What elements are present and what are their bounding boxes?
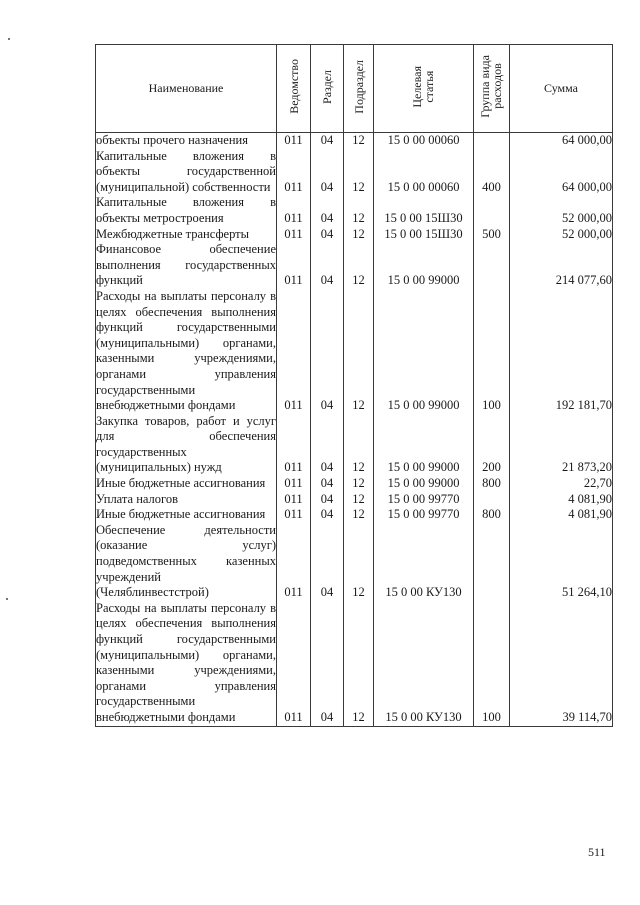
row-expense-group: 100 xyxy=(474,601,510,726)
row-department: 011 xyxy=(277,289,311,414)
table-row xyxy=(96,195,613,226)
page-number: 511 xyxy=(588,845,606,859)
row-target-article: 15 0 00 99000 xyxy=(374,289,474,414)
row-expense-group xyxy=(474,195,510,226)
row-target-article: 15 0 00 00060 xyxy=(374,149,474,196)
budget-table xyxy=(95,44,613,727)
row-expense-group xyxy=(474,242,510,289)
row-section: 04 xyxy=(311,414,344,476)
header-department: Ведомство xyxy=(277,45,311,133)
row-target-article: 15 0 00 15Ш30 xyxy=(374,195,474,226)
row-subsection: 12 xyxy=(344,476,374,492)
table-row xyxy=(96,133,613,149)
table-body xyxy=(96,133,613,727)
row-department: 011 xyxy=(277,414,311,476)
row-department: 011 xyxy=(277,523,311,601)
row-section: 04 xyxy=(311,476,344,492)
row-target-article: 15 0 00 00060 xyxy=(374,133,474,149)
row-section: 04 xyxy=(311,601,344,726)
row-department: 011 xyxy=(277,492,311,508)
row-expense-group xyxy=(474,523,510,601)
row-target-article: 15 0 00 99770 xyxy=(374,492,474,508)
row-target-article: 15 0 00 99000 xyxy=(374,242,474,289)
row-expense-group: 400 xyxy=(474,149,510,196)
row-section: 04 xyxy=(311,133,344,149)
row-target-article: 15 0 00 15Ш30 xyxy=(374,227,474,243)
row-amount: 22,70 xyxy=(510,476,613,492)
row-section: 04 xyxy=(311,492,344,508)
row-amount: 52 000,00 xyxy=(510,227,613,243)
row-name: Закупка товаров, работ и услуг для обеспечения государственных (муниципальных) нужд xyxy=(96,413,276,475)
table-row xyxy=(96,492,613,508)
row-name: Капитальные вложения в объекты государственной (муниципальной) собственности xyxy=(96,148,276,194)
row-department: 011 xyxy=(277,149,311,196)
row-section: 04 xyxy=(311,195,344,226)
row-department: 011 xyxy=(277,507,311,523)
row-department: 011 xyxy=(277,133,311,149)
row-subsection: 12 xyxy=(344,601,374,726)
header-name: Наименование xyxy=(96,45,277,133)
row-target-article: 15 0 00 КУ130 xyxy=(374,523,474,601)
scan-mark xyxy=(6,598,8,600)
row-expense-group: 800 xyxy=(474,507,510,523)
row-department: 011 xyxy=(277,476,311,492)
row-department: 011 xyxy=(277,227,311,243)
row-amount: 51 264,10 xyxy=(510,523,613,601)
table-row xyxy=(96,523,613,601)
row-amount: 64 000,00 xyxy=(510,133,613,149)
row-name: Иные бюджетные ассигнования xyxy=(96,476,277,492)
row-amount: 4 081,90 xyxy=(510,492,613,508)
row-name: объекты прочего назначения xyxy=(96,133,277,149)
row-subsection: 12 xyxy=(344,289,374,414)
header-amount: Сумма xyxy=(510,45,613,133)
row-expense-group: 200 xyxy=(474,414,510,476)
row-subsection: 12 xyxy=(344,414,374,476)
table-row xyxy=(96,289,613,414)
row-department: 011 xyxy=(277,195,311,226)
row-subsection: 12 xyxy=(344,195,374,226)
row-subsection: 12 xyxy=(344,133,374,149)
row-amount: 64 000,00 xyxy=(510,149,613,196)
table-row xyxy=(96,149,613,196)
row-amount: 21 873,20 xyxy=(510,414,613,476)
row-expense-group: 800 xyxy=(474,476,510,492)
row-target-article: 15 0 00 99770 xyxy=(374,507,474,523)
row-section: 04 xyxy=(311,149,344,196)
table-row xyxy=(96,414,613,476)
table-row xyxy=(96,601,613,726)
row-name: Финансовое обеспечение выполнения государственных функций xyxy=(96,242,276,288)
row-amount: 214 077,60 xyxy=(510,242,613,289)
row-target-article: 15 0 00 КУ130 xyxy=(374,601,474,726)
row-amount: 39 114,70 xyxy=(510,601,613,726)
table-row xyxy=(96,476,613,492)
row-expense-group: 100 xyxy=(474,289,510,414)
row-subsection: 12 xyxy=(344,149,374,196)
header-section: Раздел xyxy=(311,45,344,133)
row-subsection: 12 xyxy=(344,242,374,289)
row-subsection: 12 xyxy=(344,227,374,243)
row-subsection: 12 xyxy=(344,507,374,523)
row-section: 04 xyxy=(311,289,344,414)
table-row xyxy=(96,242,613,289)
row-expense-group xyxy=(474,492,510,508)
header-target-article: Целевая статья xyxy=(374,45,474,133)
row-name: Расходы на выплаты персоналу в целях обеспечения выполнения функций государственными (муниципальными) органами, казенными учреждениями, органами управления государственными внебюджетными фондами xyxy=(96,288,276,413)
row-name: Капитальные вложения в объекты метростроения xyxy=(96,195,276,225)
header-expense-group: Группа вида расходов xyxy=(474,45,510,133)
scan-mark xyxy=(8,38,10,40)
row-target-article: 15 0 00 99000 xyxy=(374,414,474,476)
row-name: Расходы на выплаты персоналу в целях обеспечения выполнения функций государственными (муниципальными) органами, казенными учреждениями, органами управления государственными внебюджетными фондами xyxy=(96,601,277,726)
header-row xyxy=(96,45,613,133)
row-section: 04 xyxy=(311,507,344,523)
row-name: Межбюджетные трансферты xyxy=(96,227,277,243)
row-target-article: 15 0 00 99000 xyxy=(374,476,474,492)
row-section: 04 xyxy=(311,523,344,601)
row-subsection: 12 xyxy=(344,523,374,601)
header-subsection: Подраздел xyxy=(344,45,374,133)
row-name: Уплата налогов xyxy=(96,492,277,508)
row-expense-group xyxy=(474,133,510,149)
row-amount: 52 000,00 xyxy=(510,195,613,226)
table-row xyxy=(96,507,613,523)
row-name: Обеспечение деятельности (оказание услуг) подведомственных казенных учреждений (Челяблинвестстрой) xyxy=(96,522,276,600)
row-expense-group: 500 xyxy=(474,227,510,243)
table-row xyxy=(96,227,613,243)
row-department: 011 xyxy=(277,601,311,726)
row-amount: 192 181,70 xyxy=(510,289,613,414)
row-amount: 4 081,90 xyxy=(510,507,613,523)
row-section: 04 xyxy=(311,227,344,243)
row-subsection: 12 xyxy=(344,492,374,508)
row-department: 011 xyxy=(277,242,311,289)
row-section: 04 xyxy=(311,242,344,289)
row-name: Иные бюджетные ассигнования xyxy=(96,507,277,523)
